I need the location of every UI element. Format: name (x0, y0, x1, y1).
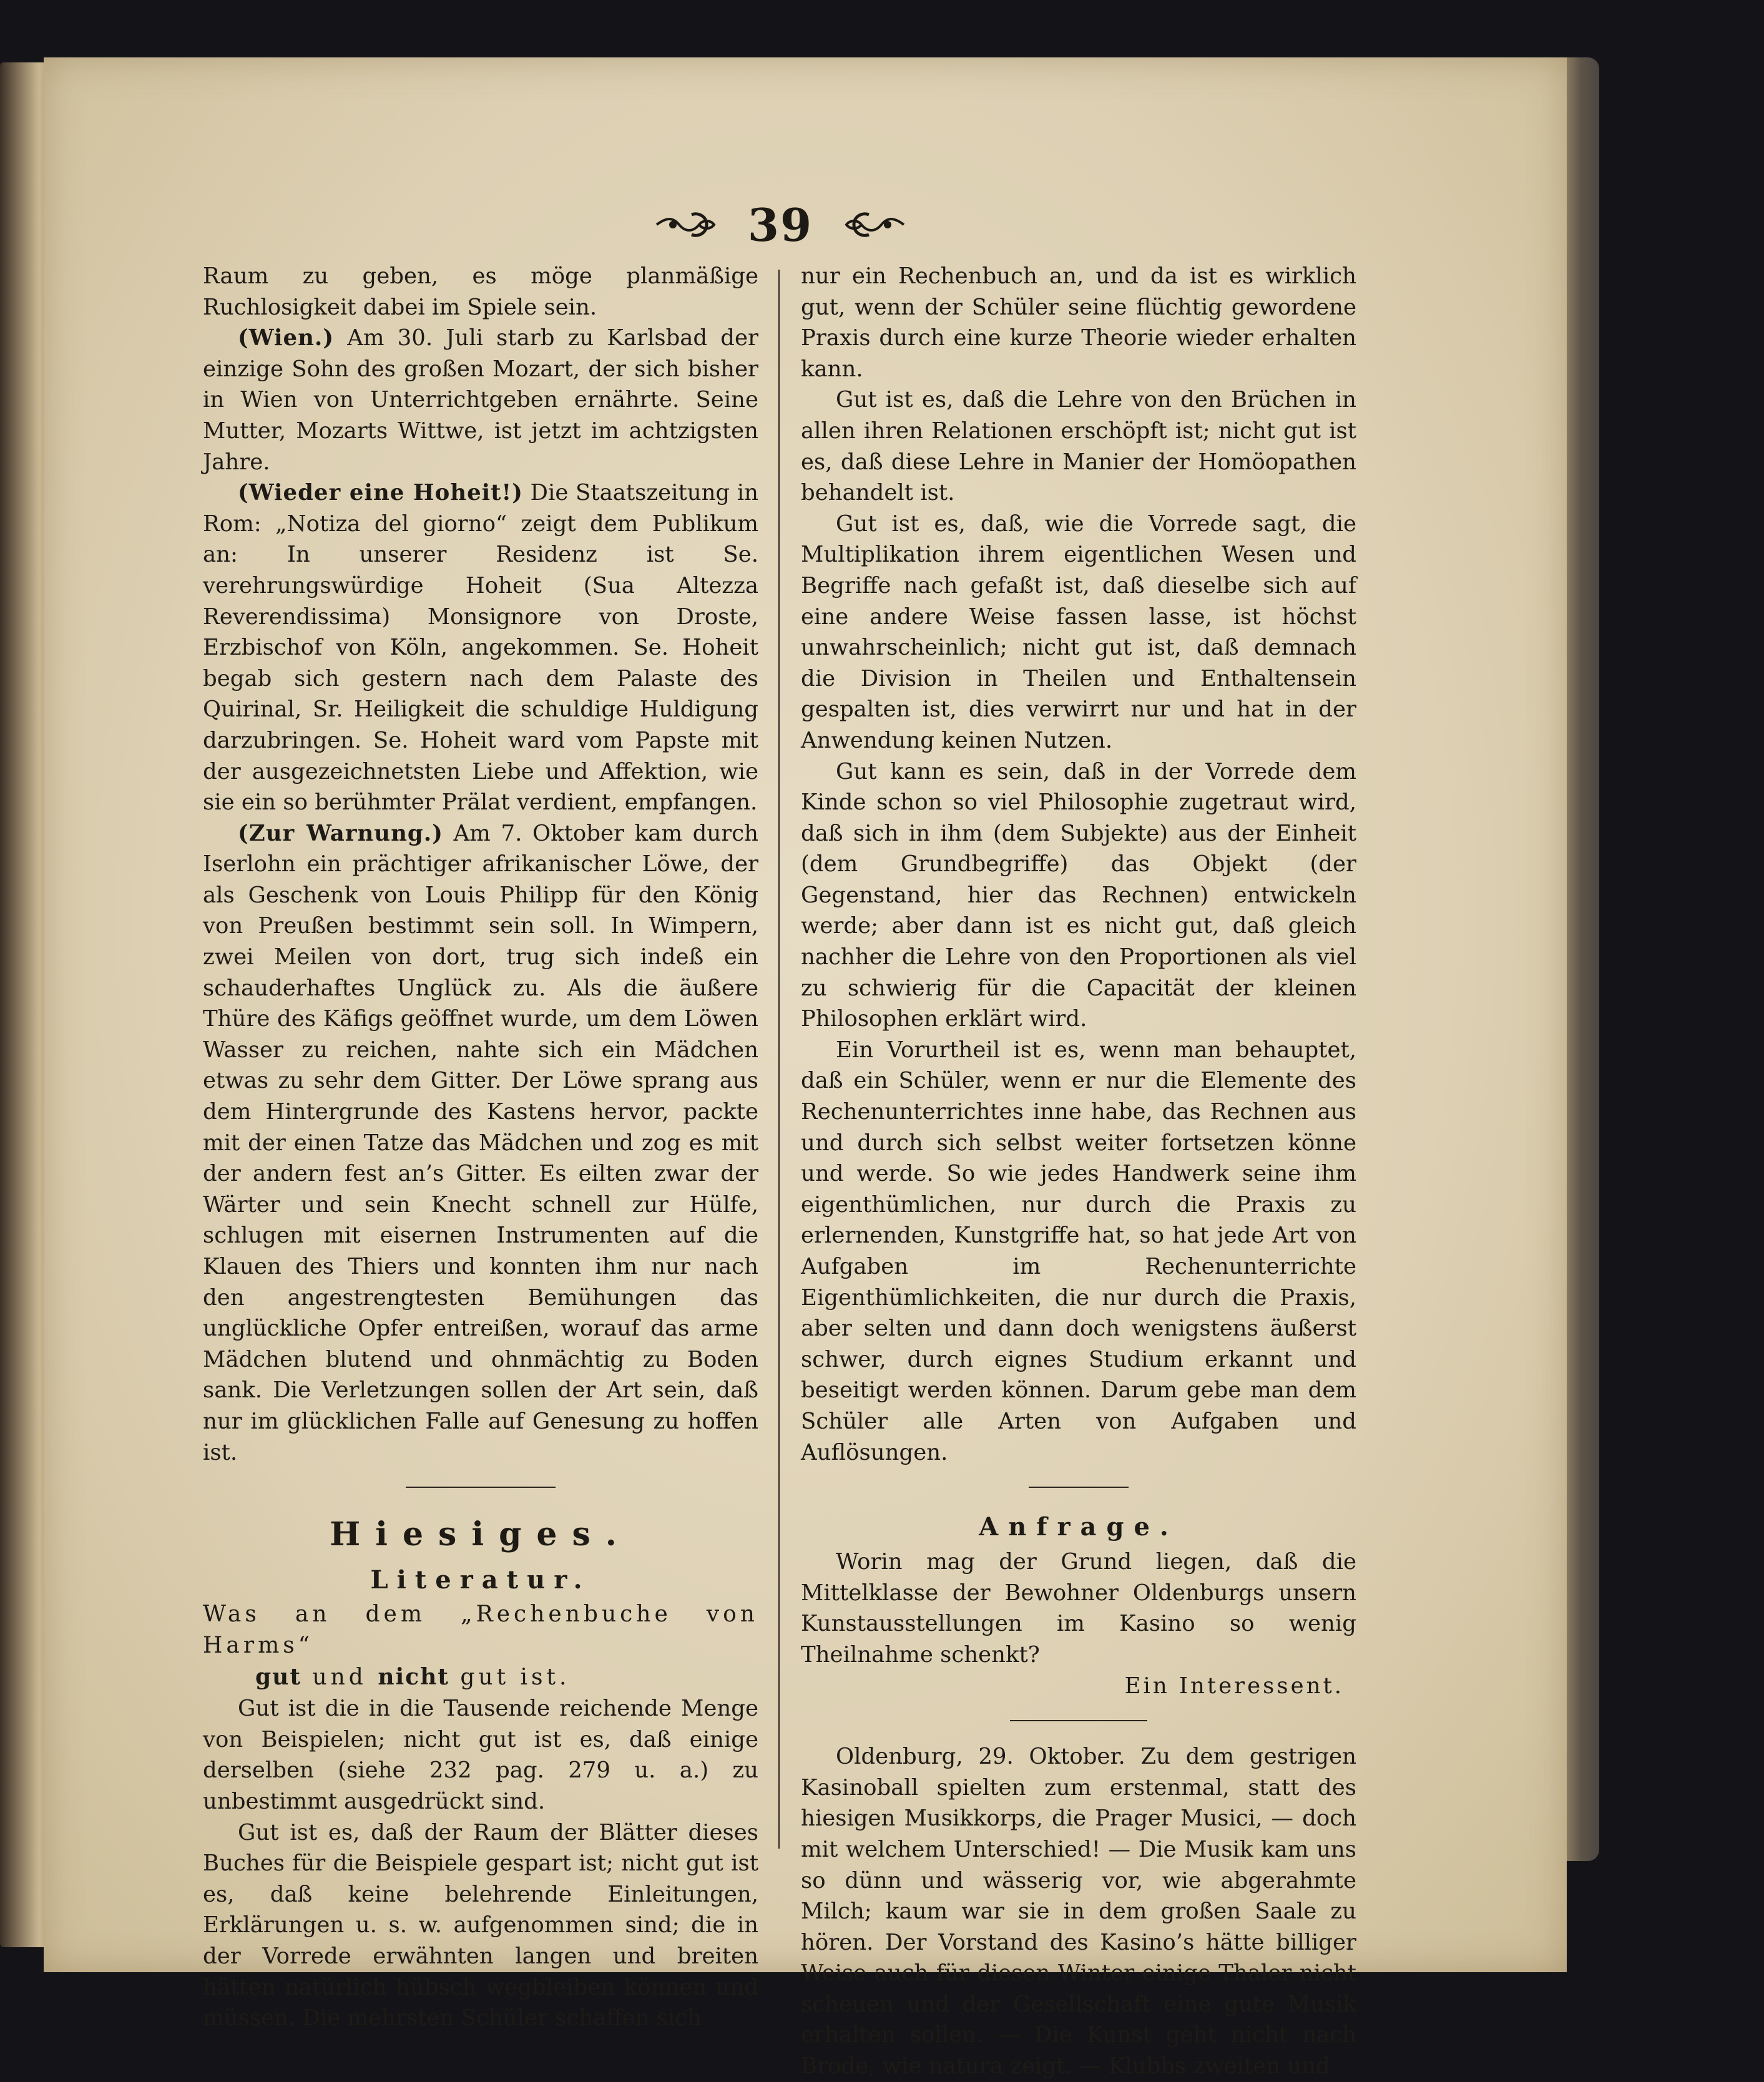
news-text: Am 7. Oktober kam durch Iserlohn ein prächtiger afrikanischer Löwe, der als Geschenk von Louis Philipp für den König von Preußen bestimmt sein soll. In Wimpern, zwei Meilen von dort, trug sich indeß ein schauderhaftes Unglück zu. Als die äußere Thüre des Käfigs geöffnet wurde, um dem Löwen Wasser zu reichen, nahte sich ein Mädchen etwas zu sehr dem Gitter. Der Löwe sprang aus dem Hintergrunde des Kastens hervor, packte mit der einen Tatze das Mädchen und zog es mit der andern fest an’s Gitter. Es eilten zwar der Wärter und sein Knecht schnell zur Hülfe, schlugen mit eisernen Instrumenten auf die Klauen des Thiers und konnten ihm nur nach den angestrengtesten Bemühungen das unglückliche Opfer entreißen, worauf das arme Mädchen blutend und ohnmächtig zu Boden sank. Die Verletzungen sollen der Art sein, daß nur im glücklichen Falle auf Genesung zu hoffen ist. (203, 820, 758, 1465)
news-item-wien (203, 323, 758, 477)
section-title: Hiesiges. (330, 1515, 632, 1554)
ornament-left-icon (654, 206, 717, 243)
paragraph: Gut ist es, daß, wie die Vorrede sagt, die Multiplikation ihrem eigentlichen Wesen und Begriffe nach gefaßt ist, daß dieselbe sich auf eine andere Weise fassen lasse, ist höchst unwahrscheinlich; nicht gut ist, daß demnach die Division in Theilen und Enthaltensein gespalten ist, dies verwirrt nur und hat in der Anwendung keinen Nutzen. (801, 511, 1356, 753)
paragraph: Oldenburg, 29. Oktober. Zu dem gestrigen Kasinoball spielten zum erstenmal, statt des hiesigen Musikkorps, die Prager Musici, — doch mit welchem Unterschied! — Die Musik kam uns so dünn und wässerig vor, wie abgerahmte Milch; kaum war sie in dem großen Saale zu hören. Der Vorstand des Kasino’s hätte billiger Weise auch für diesen Winter einige Thaler nicht scheuen und der Gesellschaft eine gute Musik erhalten sollen. — Die Kunst geht nicht nach Brode, wie natura zeigt. — Klubbs zweiten und (801, 1744, 1356, 2080)
paragraph: Raum zu geben, es möge planmäßige Ruchlosigkeit dabei im Spiele sein. (203, 263, 758, 320)
news-text: Am 30. Juli starb zu Karlsbad der einzige Sohn des großen Mozart, der sich bisher in Wien von Unterrichtgeben ernährte. Seine Mutter, Mozarts Wittwe, ist jetzt im achtzigsten Jahre. (203, 325, 758, 475)
news-item-hoheit (203, 477, 758, 818)
article-title (203, 1599, 758, 1693)
paragraph: Worin mag der Grund liegen, daß die Mittelklasse der Bewohner Oldenburgs unsern Kunstausstellungen im Kasino so wenig Theilnahme schenkt? (801, 1549, 1356, 1668)
page-header (649, 193, 911, 256)
subsection-title: Literatur. (370, 1565, 591, 1595)
news-text: Die Staatszeitung in Rom: „Notiza del giorno“ zeigt dem Publikum an: In unserer Residenz ist Se. verehrungswürdige Hoheit (Sua Altezza Reverendissima) Monsignore von Droste, Erzbischof von Köln, angekommen. Se. Hoheit begab sich gestern nach dem Palaste des Quirinal, Sr. Heiligkeit die schuldige Huldigung darzubringen. Se. Hoheit ward vom Papste mit der ausgezeichnetsten Liebe und Affektion, wie sie ein so berühmter Prälat verdient, empfangen. (203, 480, 758, 816)
ornament-right-icon (844, 206, 906, 243)
right-column (801, 261, 1356, 2082)
page-number: 39 (747, 198, 813, 252)
paragraph: nur ein Rechenbuch an, und da ist es wirklich gut, wenn der Schüler seine flüchtig gewordene Praxis durch eine kurze Theorie wieder erhalten kann. (801, 263, 1356, 382)
left-column (203, 261, 758, 2034)
paragraph: Gut ist es, daß die Lehre von den Brüchen in allen ihren Relationen erschöpft ist; nicht gut ist es, daß diese Lehre in Manier der Homöopathen behandelt ist. (801, 387, 1356, 506)
previous-page-edge (0, 62, 49, 1947)
column-divider (778, 270, 780, 1849)
article-title-line-2: gut und nicht gut ist. (255, 1664, 571, 1691)
paragraph: Ein Vorurtheil ist es, wenn man behauptet, daß ein Schüler, wenn er nur die Elemente des Rechenunterrichtes inne habe, das Rechnen aus und durch sich selbst weiter fortsetzen könne und werde. So wie jedes Handwerk seine ihm eigenthümlichen, nur durch die Praxis zu erlernenden, Kunstgriffe hat, so hat jede Art von Aufgaben im Rechenunterrichte Eigenthümlichkeiten, die nur durch die Praxis, aber selten und dann doch wenigstens äußerst schwer, durch eignes Studium erkannt und beseitigt werden können. Darum gebe man dem Schüler alle Arten von Aufgaben und Auflösungen. (801, 1037, 1356, 1465)
signature: Ein Interessent. (1124, 1673, 1344, 1699)
anfrage-title: Anfrage. (979, 1512, 1178, 1542)
news-item-warnung (203, 818, 758, 1468)
section-rule (406, 1487, 556, 1488)
section-rule (1010, 1720, 1147, 1721)
paragraph: Gut ist die in die Tausende reichende Menge von Beispielen; nicht gut ist es, daß einige derselben (siehe 232 pag. 279 u. a.) zu unbestimmt ausgedrückt sind. (203, 1696, 758, 1814)
section-rule (1029, 1487, 1129, 1488)
article-title-line-1: Was an dem „Rechenbuche von Harms“ (203, 1601, 758, 1659)
news-heading: (Wien.) (238, 325, 335, 351)
paragraph: Gut kann es sein, daß in der Vorrede dem Kinde schon so viel Philosophie zugetraut wird, daß sich in ihm (dem Subjekte) aus der Einheit (dem Grundbegriffe) das Objekt (der Gegenstand, hier das Rechnen) entwickeln werde; aber dann ist es nicht gut, daß gleich nachher die Lehre von den Proportionen als viel zu schwierig für die Capacität der kleinen Philosophen erklärt wird. (801, 758, 1356, 1032)
news-heading: (Wieder eine Hoheit!) (238, 480, 523, 506)
paragraph: Gut ist es, daß der Raum der Blätter dieses Buches für die Beispiele gespart ist; nicht gut ist es, daß keine belehrende Einleitungen, Erklärungen u. s. w. aufgenommen sind; die in der Vorrede erwähnten langen und breiten hätten natürlich hübsch wegbleiben können und müssen. Die mehrsten Schüler schaffen sich (203, 1819, 758, 2031)
news-heading: (Zur Warnung.) (238, 820, 443, 846)
